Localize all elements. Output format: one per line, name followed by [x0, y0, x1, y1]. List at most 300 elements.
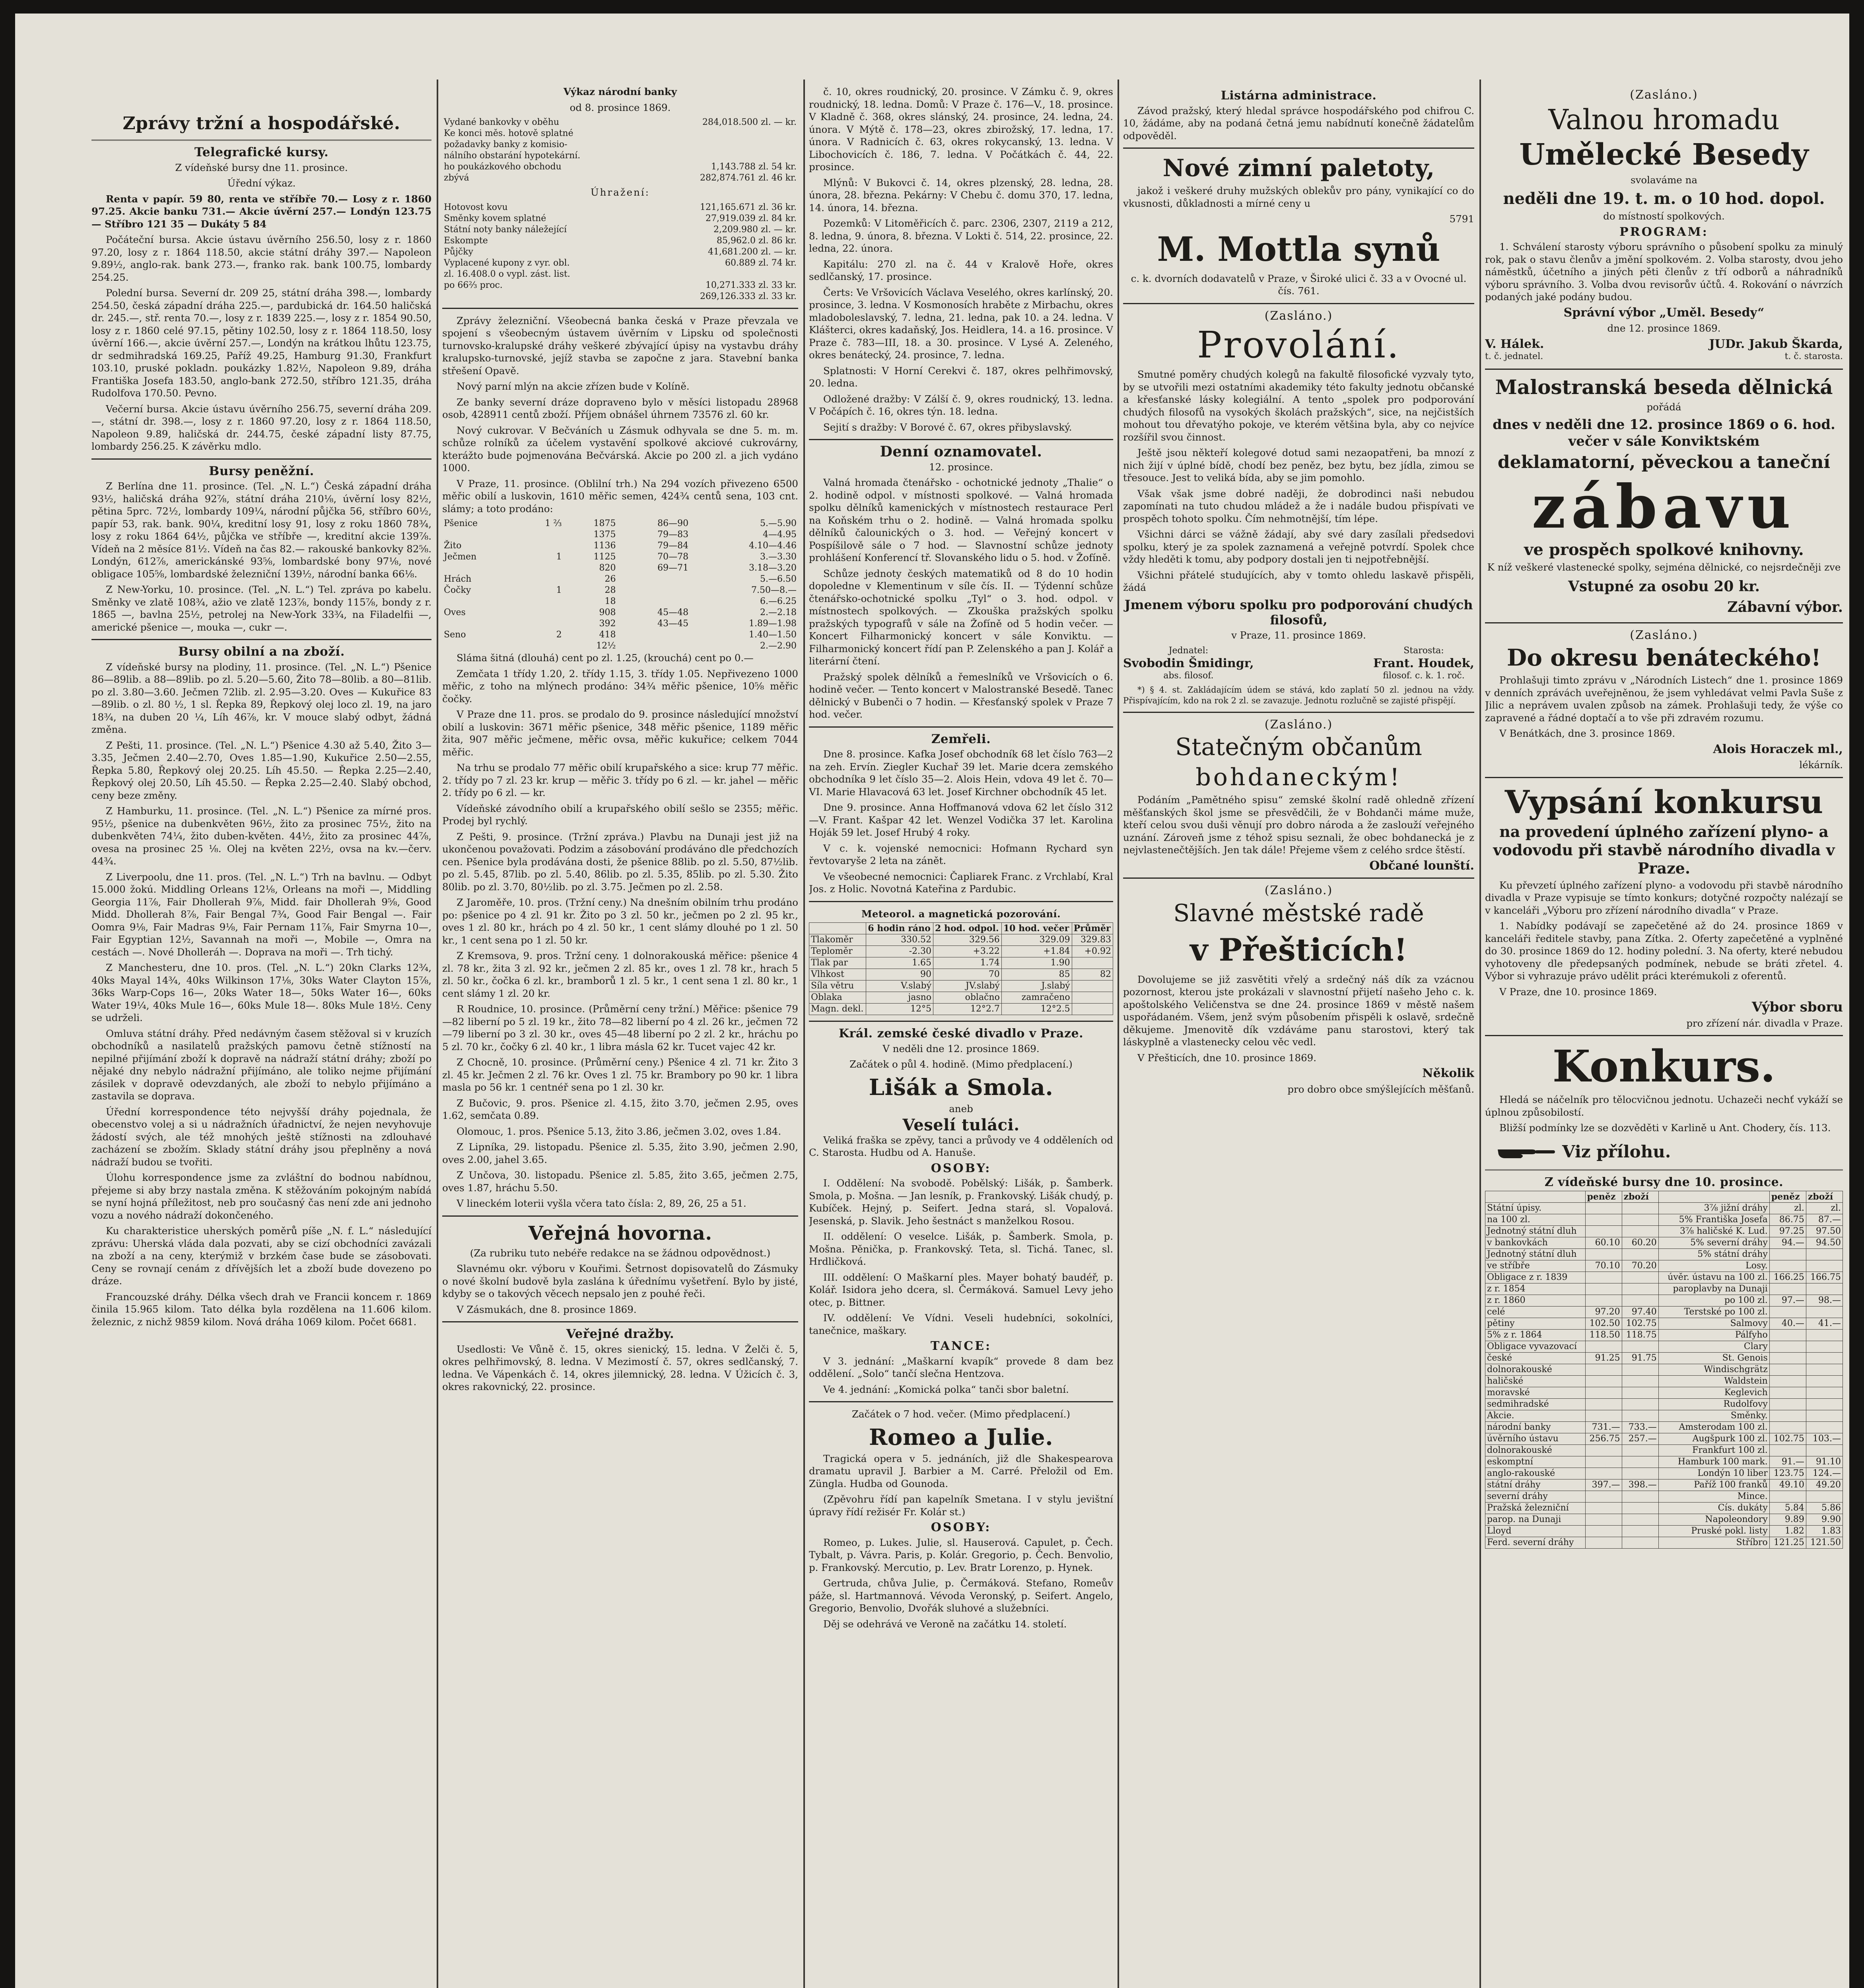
table-cell: 94.50 [1806, 1237, 1843, 1249]
table-cell: 4—4.95 [763, 530, 797, 540]
table-cell: 97.50 [1806, 1226, 1843, 1237]
table-cell [1769, 1376, 1806, 1387]
dance-heading: TANCE: [930, 1339, 992, 1353]
table-cell [1585, 1514, 1622, 1526]
paragraph: Francouzské dráhy. Délka všech drah ve Francii koncem r. 1869 činila 15.965 kilom. Tato délka byla rozdělena na 11.606 kilom. železnic, z nichž 9859 kilom. Nová dráha 1069 kilom. Počet 6681. [91, 1291, 431, 1328]
paragraph: III. oddělení: O Maškarní ples. Mayer bohatý baudéř, p. Kolář. Isidora jeho dcera, sl. Čermáková. Samuel Levy jeho otec, p. Bittner. [809, 1271, 1113, 1308]
table-cell: 7.50—8.— [751, 585, 797, 595]
table-cell [1769, 1410, 1806, 1422]
table-cell: Pražská železniční [1485, 1503, 1586, 1514]
table-row [1485, 1479, 1843, 1491]
table-cell [1622, 1526, 1658, 1537]
ad-heading: Slavné městské radě [1173, 899, 1424, 927]
table-cell [1806, 1260, 1843, 1272]
column-rule [803, 80, 805, 1988]
sent-label: (Zasláno.) [1264, 717, 1333, 732]
table-cell: Frankfurt 100 zl. [1658, 1445, 1769, 1456]
table-cell [618, 574, 690, 585]
table-cell: Terstské po 100 zl. [1658, 1307, 1769, 1318]
table-cell: 102.75 [1622, 1318, 1658, 1330]
table-cell [1622, 1537, 1658, 1549]
table-cell [1585, 1226, 1622, 1237]
table-cell: úvěr. ústavu na 100 zl. [1658, 1272, 1769, 1283]
paragraph: Čerts: Ve Vršovicích Václava Veselého, okres karlínský, 20. prosince, 3. ledna. V Kosmonosích hraběte z Mirbachu, okres mladoboleslavský, 7. ledna, 21. ledna, pak 10. a 24. ledna. V Klášterci, okres kadaňský, Jos. Heidlera, 14. a 16. prosince. V Praze č. 783—III, 18. a 30. prosince. V Lysé A. Zeleného, okres benátecký, 24. prosince, 7. ledna. [809, 286, 1113, 361]
table-row [1485, 1433, 1843, 1445]
table-cell [442, 291, 643, 302]
table-cell: 2 [556, 630, 562, 640]
column-header: 10 hod. večer [1001, 923, 1072, 934]
table-cell: 91.— [1769, 1456, 1806, 1468]
table-cell: 908 [599, 608, 616, 617]
paragraph: Mlýnů: V Bukovci č. 14, okres plzenský, 28. ledna, 28. února, 28. března. Pekárny: V Chebu č. domu 370, 17. ledna, 14. února, 14. března. [809, 177, 1113, 214]
table-cell: 60.889 zl. 74 kr. [725, 258, 797, 268]
table-cell: Tlakoměr [809, 934, 866, 946]
sent-label: (Zasláno.) [1264, 309, 1333, 323]
table-cell: 26 [604, 574, 616, 584]
section-title: Denní oznamovatel. [880, 443, 1042, 460]
table-cell: Rudolfovy [1658, 1399, 1769, 1410]
text-line: v Praze, 11. prosince 1869. [1231, 629, 1366, 641]
table-row [1485, 1318, 1843, 1330]
table-row [442, 551, 798, 563]
table-cell [1585, 1387, 1622, 1399]
footnote: *) § 4. st. Zakládajícím údem se stává, kdo zaplatí 50 zl. jednou na vždy. Přispívajícím, kdo na rok 2 zl. se zavazuje. Jednotu rozlučně se zajisté přispějí. [1123, 685, 1474, 705]
ad-heading: zábavu [1532, 472, 1796, 542]
paragraph: V Praze, 11. prosince. (Oblilní trh.) Na 294 vozích přivezeno 6500 měřic obilí a luskovin, 1610 měřic semen, 424¾ centů sena, 103 cnt. slámy; a toto prodáno: [442, 478, 798, 514]
table-cell: Napoleondory [1658, 1514, 1769, 1526]
subsection-title: Výkaz národní banky [563, 86, 677, 97]
table-cell: 85 [1001, 969, 1072, 980]
table-cell: 1 [556, 552, 562, 562]
table-cell [1585, 1376, 1622, 1387]
table-cell [1622, 1468, 1658, 1479]
table-cell: 1.74 [933, 957, 1002, 969]
table-cell [442, 596, 521, 607]
text-line: c. k. dvorních dodavatelů v Praze, v Široké ulici č. 33 a v Ovocné ul. čís. 761. [1131, 272, 1467, 297]
paragraph: Schůze jednoty českých matematiků od 8 do 10 hodin dopoledne v Klementinum v síle čís. II. — Týdenní schůze čtenářsko-ochotnické spolku „Tyl“ o 3. hod. odpol. v místnostech spolkových. — Zkouška pražských spolku pražských typografů v sále na Žofíně od 5 hodin večer. — Koncert Filharmonický koncert v sále Konviktu. — Filharmonický koncert řídí pan P. Zelenského a pan J. Kolář a literární čtení. [809, 567, 1113, 667]
table-row [809, 957, 1113, 969]
ad-subheading: ve prospěch spolkové knihovny. [1524, 540, 1804, 559]
table-cell: 1.65 [866, 957, 933, 969]
table-row [1485, 1330, 1843, 1341]
table-cell: Lloyd [1485, 1526, 1586, 1537]
table-cell [1585, 1456, 1622, 1468]
signature-name: Zábavní výbor. [1727, 598, 1843, 615]
table-cell: pětiny [1485, 1318, 1586, 1330]
table-cell: 91.25 [1585, 1353, 1622, 1364]
table-cell: po 100 zl. [1658, 1295, 1769, 1307]
ad-heading: Statečným občanům [1175, 733, 1422, 761]
table-cell: eskomptní [1485, 1456, 1586, 1468]
paragraph: Však však jsme dobré naději, že dobrodinci naši nebudou zapomínati na tuto chudou mládež a že i nadále budou přispívati ve prospěch tohoto spolku. Čím nehmotnější, tím lépe. [1123, 487, 1474, 524]
table-cell: státní dráhy [1485, 1479, 1586, 1491]
table-cell: zl. [1806, 1203, 1843, 1214]
play-title: Romeo a Julie. [869, 1424, 1053, 1450]
table-row [1485, 1468, 1843, 1479]
table-cell: z r. 1860 [1485, 1295, 1586, 1307]
table-cell: Pruské pokl. listy [1658, 1526, 1769, 1537]
table-cell: Clary [1658, 1341, 1769, 1353]
text-line: Začátek o 7 hod. večer. (Mimo předplacení.) [852, 1408, 1070, 1420]
table-cell: 5% Františka Josefa [1658, 1214, 1769, 1226]
table-cell: 60.20 [1622, 1237, 1658, 1249]
table-cell [618, 629, 690, 641]
table-cell: Žito [444, 541, 462, 551]
table-row [1485, 1237, 1843, 1249]
subsection-title: Zemřeli. [931, 732, 991, 746]
signatures [1123, 645, 1474, 682]
paragraph: Na trhu se prodalo 77 měřic obilí krupařského a sice: krup 77 měřic. 2. třídy po 7 zl. 23 kr. krup — měřic 3. třídy po 6 zl. — kr. jahel — měřic 2. třídy po 6 zl. — kr. [442, 762, 798, 798]
text-line: svolaváme na [1631, 174, 1697, 186]
table-cell: 28 [604, 585, 616, 595]
table-cell: V.slabý [866, 980, 933, 992]
table-cell [1585, 1468, 1622, 1479]
text-line: aneb [949, 1103, 973, 1114]
signature-subtitle: abs. filosof. [1163, 671, 1214, 681]
table-cell [1585, 1410, 1622, 1422]
table-cell: -2.30 [866, 946, 933, 957]
top-border [0, 0, 1864, 14]
table-cell: Směnky. [1658, 1410, 1769, 1422]
paragraph: Splatnosti: V Horní Cerekvi č. 187, okres pelhřimovský, 20. ledna. [809, 365, 1113, 389]
table-cell: 70—78 [657, 552, 689, 562]
vienna-exchange-table [1485, 1191, 1843, 1549]
table-cell: 256.75 [1585, 1433, 1622, 1445]
table-cell: 69—71 [657, 563, 689, 573]
paragraph: Omluva státní dráhy. Před nedávným časem stěžoval si v kruzích obchodníků a nasilatelů pražských pamovu četně stížností na nepilné přijímání zboží k dopravě na nádraží státní dráhy; zboží po nějaké dny nebylo nádražní přijímáno, ale toliko nejme přijímání zásilek v dopravě odevzdaných, ale zboží to nebylo přijímáno a zastavila se doprava. [91, 1027, 431, 1102]
paragraph: Slavnému okr. výboru v Kouřimi. Šetrnost dopisovatelů do Zásmuky o nové školní budově byla zaslána k úřednímu vyšetření. Bylo by jisté, kdyby se o takových věcech nepsalo jen z pouhé řeči. [442, 1263, 798, 1299]
table-cell [1585, 1503, 1622, 1514]
table-cell: 329.83 [1072, 934, 1113, 946]
right-border [1849, 0, 1864, 1988]
column-header [809, 923, 866, 934]
text-line: V neděli dne 12. prosince 1869. [882, 1043, 1040, 1054]
paragraph: 1. Nabídky podávají se zapečetěné až do 24. prosince 1869 v kanceláři ředitele stavby, pana Zítka. 2. Oferty zapečetěné a vyplněné do 30. prosince 1869 do 12. hodiny polední. 3. Na oferty, které nebudou vyhotoveny dle předepsaných podmínek, nebude se bráti zřetel. 4. Výbor si vyhrazuje právo udělit práci kterémukoli z oferentů. [1485, 920, 1843, 982]
column-header: Průměr [1072, 923, 1113, 934]
table-cell: 86.75 [1769, 1214, 1806, 1226]
table-cell: 97.40 [1622, 1307, 1658, 1318]
table-row [1485, 1514, 1843, 1526]
section-title: Listárna administrace. [1221, 89, 1377, 103]
table-cell [1622, 1514, 1658, 1526]
paragraph: Hledá se náčelník pro tělocvičnou jednotu. Uchazeči nechť vykáží se úplnou způsobilostí. [1485, 1094, 1843, 1118]
table-cell [1072, 992, 1113, 1004]
table-row [442, 139, 798, 150]
paragraph: Kapitálu: 270 zl. na č. 44 v Kralově Hoře, okres sedlčanský, 17. prosince. [809, 258, 1113, 282]
table-cell: Státní úpisy. [1485, 1203, 1586, 1214]
table-cell: 1 [556, 585, 562, 595]
table-cell: Londýn 10 liber [1658, 1468, 1769, 1479]
text-line: Z vídeňské bursy dne 11. prosince. [175, 161, 348, 173]
table-cell: 820 [599, 563, 616, 573]
table-cell: Ferd. severní dráhy [1485, 1537, 1586, 1549]
table-cell: 121,165.671 zl. 36 kr. [700, 202, 797, 212]
table-cell [1806, 1249, 1843, 1260]
table-cell: 123.75 [1769, 1468, 1806, 1479]
table-cell: 98.— [1806, 1295, 1843, 1307]
table-row [442, 518, 798, 529]
text-line: V Benátkách, dne 3. prosince 1869. [1499, 728, 1675, 739]
paragraph: Úlohu korrespondence jsme za zvláštní do bodnou nabídnou, přejeme si aby brzy nastala změna. K stěžováním pokojným nabídá se nyní hojná příležitost, neb pro současný čas není zde ani jednoho vozu a nového nádraží dokončeného. [91, 1172, 431, 1221]
table-cell: Windischgrätz [1658, 1364, 1769, 1376]
column-bank-report [442, 85, 798, 1988]
ad-company-name: M. Mottla synů [1157, 229, 1440, 269]
text-line: Začátek o půl 4. hodině. (Mimo předplacení.) [849, 1058, 1073, 1070]
table-cell: Teploměr [809, 946, 866, 957]
table-cell: parop. na Dunaji [1485, 1514, 1586, 1526]
table-cell: úvěrního ústavu [1485, 1433, 1586, 1445]
table-cell: +0.92 [1072, 946, 1113, 957]
table-cell: nálního obstarání hypotekární. [444, 151, 581, 161]
table-cell: 398.— [1622, 1479, 1658, 1491]
table-row [809, 969, 1113, 980]
table-cell [1585, 1295, 1622, 1307]
table-cell: Obligace vyvazovací [1485, 1341, 1586, 1353]
table-cell [442, 641, 521, 652]
table-cell [521, 563, 564, 574]
table-cell: 18 [604, 596, 616, 606]
column-rule [437, 80, 438, 1988]
ad-date: dnes v neděli dne 12. prosince 1869 o 6. hod. večer v sále Konviktském [1493, 417, 1835, 449]
table-cell [643, 269, 798, 280]
paragraph: Prohlašuji timto zprávu v „Národních Listech“ dne 1. prosince 1869 v denních zprávách uveřejněnou, že jsem vyhledávat velmi Pavla Suše z Jilic a neprávem uvalen způsob na zámek. Prohlašuji tedy, že výše co zapravené a řádné doptačí a to vše při zdravém rozumu. [1485, 674, 1843, 724]
table-cell: Oves [444, 608, 466, 617]
text-line: 12. prosince. [929, 461, 993, 473]
subsection-title: Meteorol. a magnetická pozorování. [861, 908, 1061, 920]
table-row [1485, 1445, 1843, 1456]
table-cell [1585, 1283, 1622, 1295]
table-cell: 1.40—1.50 [749, 630, 797, 640]
table-row [442, 280, 798, 291]
paragraph: Večerní bursa. Akcie ústavu úvěrního 256.75, severní dráha 209.—, státní dr. 398.—, losy z r. 1860 97.20, losy z r. 1864 118.50, Napoleon 9.89, haličská dr. 244.75, české západní listy 87.75, lombardy 256.25. K závěrku mdlo. [91, 403, 431, 452]
table-cell: 86—90 [657, 518, 689, 528]
table-cell: 124.— [1806, 1468, 1843, 1479]
paragraph: Tragická opera v 5. jednáních, již dle Shakespearova dramatu upravil J. Barbier a M. Carré. Přeložil od Em. Züngla. Hudba od Gounoda. [809, 1452, 1113, 1489]
table-row [809, 992, 1113, 1004]
table-cell: paroplavby na Dunaji [1658, 1283, 1769, 1295]
table-cell: 12°2.5 [1001, 1004, 1072, 1015]
table-cell [521, 607, 564, 618]
paragraph: Podáním „Pamětného spisu“ zemské školní radě ohledně zřízení měšťanských škol jsme se přesvědčili, že v Bohdanči máme muže, kteří celou svou duši věnují pro dobro národa a že zaslouží veřejného uznání. Zároveň jsme z téhož spisu seznali, že obec bohdanecká je z nejvlastenečtějších. Jen tak dále! Přejeme všem z celého srdce štěstí. [1123, 794, 1474, 856]
table-cell: 79—83 [657, 530, 689, 540]
ad-heading: Konkurs. [1552, 1041, 1776, 1092]
table-cell: Směnky kovem splatné [444, 213, 546, 223]
table-cell [1585, 1203, 1622, 1214]
paragraph: Děj se odehrává ve Veroně na začátku 14. století. [823, 1618, 1067, 1630]
paragraph: Z Berlína dne 11. prosince. (Tel. „N. L.“) Česká západní dráha 93½, haličská dráha 92⅞, státní dráha 210⅛, úvěrní losy 82½, pětina 5prc. 72½, lombardy 109¼, národní půjčka 56, stříbro 60½, papír 53, rak. bank. 90¼, kreditní losy 91, losy z roku 1860 78¾, losy z roku 1864 64½, půjčka ve stříbře —, kreditní akcie 139⅞. Vídeň na 2 měsíce 81½. Vídeň na čas 82.— rakouské bankovky 82⅝. Londýn, 612⅞, americkánské 93⅝, lombardské bony 97⅛, nové obligace 105⅝, lombardské železniční 139½, národní banka 66⅛. [91, 480, 431, 580]
table-cell [1769, 1330, 1806, 1341]
table-cell [650, 139, 798, 150]
paragraph: Renta v papír. 59 80, renta ve stříbře 70.— Losy z r. 1860 97.25. Akcie banku 731.— Akcie úvěrní 257.— Londýn 123.75 — Stříbro 121 35 — Dukáty 5 84 [91, 193, 431, 230]
table-cell: 79—84 [657, 541, 689, 551]
table-cell: JV.slabý [933, 980, 1002, 992]
table-cell: 257.— [1622, 1433, 1658, 1445]
ad-heading: Vypsání konkursu [1504, 783, 1823, 821]
paragraph: V c. k. vojenské nemocnici: Hofmann Rychard syn řevtovaryše 2 leta na zánět. [809, 842, 1113, 866]
table-cell: Státní noty banky náležející [444, 224, 567, 235]
paragraph: Z vídeňské bursy na plodiny, 11. prosince. (Tel. „N. L.“) Pšenice 86—89lib. a 88—89lib. po zl. 5.20—5.60, Žito 78—80lib. a 80—81lib. po zl. 3.80—3.60. Ječmen 72lib. zl. 2.95—3.20. Oves — Kukuřice 83—89lib. o zl. 80 ½, 1 sl. Řepka 89, Řepkový olej loco zl. 19, na jaro 18¾, na duben 20 ¼, Líh 46⅞, kr. V mouce slabý odbyt, žádná změna. [91, 661, 431, 735]
see-supplement [1497, 1140, 1843, 1164]
table-cell: 102.50 [1585, 1318, 1622, 1330]
table-cell: 3.18—3.20 [749, 563, 797, 573]
paragraph: Dne 8. prosince. Kafka Josef obchodník 68 let číslo 763—2 na zeh. Ervín. Ziegler Kuchař 39 let. Marie dcera zemského obchodníka 9 let číslo 35—2. Alois Hein, vdova 49 let č. 70—VI. Marie Hlavacová 63 let. Josef Kirchner obchodník 45 let. [809, 748, 1113, 798]
ad-heading: Nové zimní paletoty, [1162, 154, 1435, 182]
weather-table [809, 922, 1113, 1015]
table-row [1485, 1203, 1843, 1214]
table-cell: dolnorakouské [1485, 1445, 1586, 1456]
table-cell: 3.—3.30 [760, 552, 797, 562]
signature-role: t. č. jednatel. [1485, 351, 1543, 361]
table-cell: Jednotný státní dluh [1485, 1249, 1586, 1260]
table-cell: zbývá [444, 173, 469, 183]
table-row [442, 213, 798, 224]
paragraph: V Zásmukách, dne 8. prosince 1869. [457, 1303, 637, 1315]
table-cell: 5.84 [1769, 1503, 1806, 1514]
paragraph: Všichni dárci se vážně žádají, aby své dary zasílali předsedovi spolku, který je za spolek zaznamená a veřejně potvrdí. Spolek chce vždy hleděti k tomu, aby podpory dostali jen ti nejpotřebnější. [1123, 528, 1474, 565]
section-title: Král. zemské české divadlo v Praze. [838, 1027, 1084, 1041]
table-cell [1622, 1283, 1658, 1295]
paragraph: Vídeňské závodního obilí a krupařského obilí sešlo se 2355; měřic. Prodej byl rychlý. [442, 802, 798, 827]
paragraph: Z Lipníka, 29. listopadu. Pšenice zl. 5.35, žito 3.90, ječmen 2.90, oves 2.00, jahel 3.65. [442, 1141, 798, 1165]
table-cell: 70 [933, 969, 1002, 980]
table-cell: zl. 16.408.0 o vypl. zást. list. [444, 269, 570, 279]
paragraph: Zemčata 1 třídy 1.20, 2. třídy 1.15, 3. třídy 1.05. Nepřivezeno 1000 měřic, z toho na mlýnech prodáno: 34¾ měřic pšenice, 10⅝ měřic čočky. [442, 668, 798, 705]
table-cell: dolnorakouské [1485, 1364, 1586, 1376]
table-cell: 45—48 [657, 608, 689, 617]
paragraph: Olomouc, 1. pros. Pšenice 5.13, žito 3.86, ječmen 3.02, oves 1.84. [457, 1125, 781, 1137]
table-cell: 5.—5.90 [760, 518, 797, 528]
table-cell [1769, 1353, 1806, 1364]
program-heading: PROGRAM: [1619, 225, 1709, 239]
table-cell: 1125 [593, 552, 616, 562]
column-market-news [91, 85, 431, 1988]
table-cell [1769, 1307, 1806, 1318]
column-header: zboží [1622, 1191, 1658, 1203]
play-title: Lišák a Smola. [869, 1074, 1053, 1101]
ad-date: neděli dne 19. t. m. o 10 hod. dopol. [1503, 189, 1825, 208]
table-cell: 9.89 [1769, 1514, 1806, 1526]
ad-subheading: na provedení úplného zařízení plyno- a vodovodu při stavbě národního divadla v Praze. [1493, 822, 1835, 877]
table-cell [1769, 1260, 1806, 1272]
table-cell: 40.— [1769, 1318, 1806, 1330]
paragraph: Z Kremsova, 9. pros. Tržní ceny. 1 dolnorakouská měřice: pšenice 4 zl. 78 kr., žita 3 zl. 92 kr., ječmen 2 zl. 85 kr., oves 1 zl. 78 kr., hrach 5 zl. 50 kr., čočka 6 zl. kr., bramborů 1 zl. 5 kr., 1 cent sena 1 zl. 80 kr., 1 cent slámy 1 zl. 20 kr. [442, 950, 798, 999]
table-cell: 1375 [593, 530, 616, 540]
text-line: V Praze, dne 10. prosince 1869. [1499, 986, 1657, 998]
table-cell: J.slabý [1001, 980, 1072, 992]
table-cell [1806, 1283, 1843, 1295]
paragraph: Nový parní mlýn na akcie zřízen bude v Kolíně. [457, 381, 690, 392]
table-cell [521, 596, 564, 607]
table-cell: 87.— [1806, 1214, 1843, 1226]
table-cell: zamračeno [1001, 992, 1072, 1004]
paragraph: 1. Schválení starosty výboru správního o působení spolku za minulý rok, pak o stavu členův a jmění spolkovém. 2. Volba starosty, dvou jeho náměstků, účetního a jiných pěti členův z tří odborů a náhradníků výboru správního. 3. Volba dvou revisorův účtů. 4. Rokování o návrzích podaných jaké podány budou. [1485, 241, 1843, 303]
table-cell: Tlak par [809, 957, 866, 969]
paragraph: V Praze dne 11. pros. se prodalo do 9. prosince následující množství obilí a luskovin: 3671 měřic pšenice, 348 měřic pšenice, 1189 měřic žita, 907 měřic ječmene, měřic ovsa, měřic kukuřice; celkem 7044 měřic. [442, 709, 798, 758]
table-cell [1072, 957, 1113, 969]
ad-heading: Provolání. [1197, 324, 1400, 366]
table-row [442, 161, 798, 173]
table-cell: 43—45 [657, 619, 689, 629]
table-header-row [809, 923, 1113, 934]
table-row [1485, 1214, 1843, 1226]
table-row [1485, 1353, 1843, 1364]
signatures [1485, 338, 1843, 363]
paragraph: Pozemků: V Litoměřicích č. parc. 2306, 2307, 2119 a 212, 8. ledna, 9. února, 8. března. V Lokti č. 514, 22. prosince, 22. ledna, 22. února. [809, 217, 1113, 254]
table-row [442, 224, 798, 235]
table-cell [1769, 1341, 1806, 1353]
table-cell: jasno [866, 992, 933, 1004]
table-row [1485, 1376, 1843, 1387]
table-cell: Stříbro [1658, 1537, 1769, 1549]
grain-price-table [442, 518, 798, 652]
table-cell: 41.— [1806, 1318, 1843, 1330]
table-cell [1622, 1226, 1658, 1237]
text-line: (Za rubriku tuto nebéře redakce na se žádnou odpovědnost.) [470, 1247, 771, 1259]
table-cell [442, 529, 521, 540]
paragraph: (Zpěvohru řídí pan kapelník Smetana. I v stylu jevištní úpravy řídí režisér Fr. Kolár st.) [809, 1493, 1113, 1518]
table-cell [1072, 980, 1113, 992]
table-cell [1769, 1399, 1806, 1410]
table-cell: 27,919.039 zl. 84 kr. [706, 213, 797, 223]
table-cell: 1 ⅔ [545, 518, 562, 528]
table-row [442, 117, 798, 128]
signature-name: Několik [1422, 1066, 1474, 1080]
table-cell [1769, 1445, 1806, 1456]
table-cell [1622, 1456, 1658, 1468]
table-cell: české [1485, 1353, 1586, 1364]
signature-role: t. č. starosta. [1784, 351, 1843, 361]
table-row [1485, 1410, 1843, 1422]
table-cell: 2,209.980 zl. — kr. [713, 224, 797, 235]
table-cell: severní dráhy [1485, 1491, 1586, 1503]
paragraph: Dne 9. prosince. Anna Hoffmanová vdova 62 let číslo 312—V. Frant. Kašpar 42 let. Wenzel Vodička 37 let. Karolina Hoják 59 let. Josef Hrubý 4 roky. [809, 802, 1113, 838]
table-cell [1769, 1283, 1806, 1295]
table-cell: Augšpurk 100 zl. [1658, 1433, 1769, 1445]
column-header: peněz [1769, 1191, 1806, 1203]
text-line: dne 12. prosince 1869. [1607, 322, 1721, 334]
paragraph: Z Liverpoolu, dne 11. pros. (Tel. „N. L.“) Trh na bavlnu. — Odbyt 15.000 žokú. Middling Orleans 12⅛, Orleans na moři —, Middling Georgia 11⅞, Fair Dhollerah 9⅞, Midd. fair Dhollerah 9⅝, Good Midd. Dhollerah 8⅞, Fair Bengal 7¾, Good Fair Bengal —. Fair Oomra 9⅛, Fair Madras 9⅛, Fair Pernam 11⅞, Fair Smyrna 10—, Fair Egyptian 12½, Savannah na moři —, Mobile —, Omra na cestách —. Nové Dholleráh —. Doprava na moři —. Trh tichý. [91, 871, 431, 958]
table-cell: 330.52 [866, 934, 933, 946]
ad-heading: v Přešticích! [1190, 932, 1407, 968]
paragraph: Z Bučovic, 9. pros. Pšenice zl. 4.15, žito 3.70, ječmen 2.95, oves 1.62, semčata 0.89. [442, 1097, 798, 1121]
table-cell: Amsterodam 100 zl. [1658, 1422, 1769, 1433]
table-cell: 49.20 [1806, 1479, 1843, 1491]
paragraph: Veliká fraška se zpěvy, tanci a průvody ve 4 odděleních od C. Starosta. Hudbu od A. Hanuše. [809, 1134, 1113, 1158]
table-cell: 10,271.333 zl. 33 kr. [706, 280, 797, 290]
table-cell [1585, 1214, 1622, 1226]
table-cell: 731.— [1585, 1422, 1622, 1433]
paragraph: Sláma šitná (dlouhá) cent po zl. 1.25, (krouchá) cent po 0.— [457, 652, 754, 664]
table-cell: oblačno [933, 992, 1002, 1004]
table-cell [1622, 1376, 1658, 1387]
table-cell: Čočky [444, 585, 471, 595]
table-header-row [1485, 1191, 1843, 1203]
signature-role: pro zřízení nár. divadla v Praze. [1686, 1017, 1843, 1029]
table-cell: po 66⅔ proc. [444, 280, 503, 290]
ad-heading: Do okresu benáteckého! [1506, 644, 1821, 671]
table-cell [521, 540, 564, 551]
table-cell: 1.82 [1769, 1526, 1806, 1537]
paragraph: I. Oddělení: Na svobodě. Pobělský: Lišák, p. Šamberk. Smola, p. Mošna. — Jan lesník, p. Frankovský. Lišák chudý, p. Kubíček. Hejný, p. Seifert. Jedna stará, sl. Vopalová. Jesenská, p. Slavik. Jeho šestnáct s manželkou Rosou. [809, 1177, 1113, 1227]
paragraph: Pražský spolek dělníků a řemeslníků ve Vršovicích o 6. hodině večer. — Tento koncert v Malostranské Besedě. Tanec dělnický v Bubenči o 7 hodin. — Křesťanský spolek v Praze 7 hod. večer. [809, 671, 1113, 720]
table-cell: 12°2.7 [933, 1004, 1002, 1015]
table-row [442, 128, 798, 139]
table-cell [1806, 1307, 1843, 1318]
table-cell [1622, 1203, 1658, 1214]
table-cell: 97.20 [1585, 1307, 1622, 1318]
signature-name: JUDr. Jakub Škarda, [1709, 337, 1843, 351]
table-cell [1806, 1341, 1843, 1353]
